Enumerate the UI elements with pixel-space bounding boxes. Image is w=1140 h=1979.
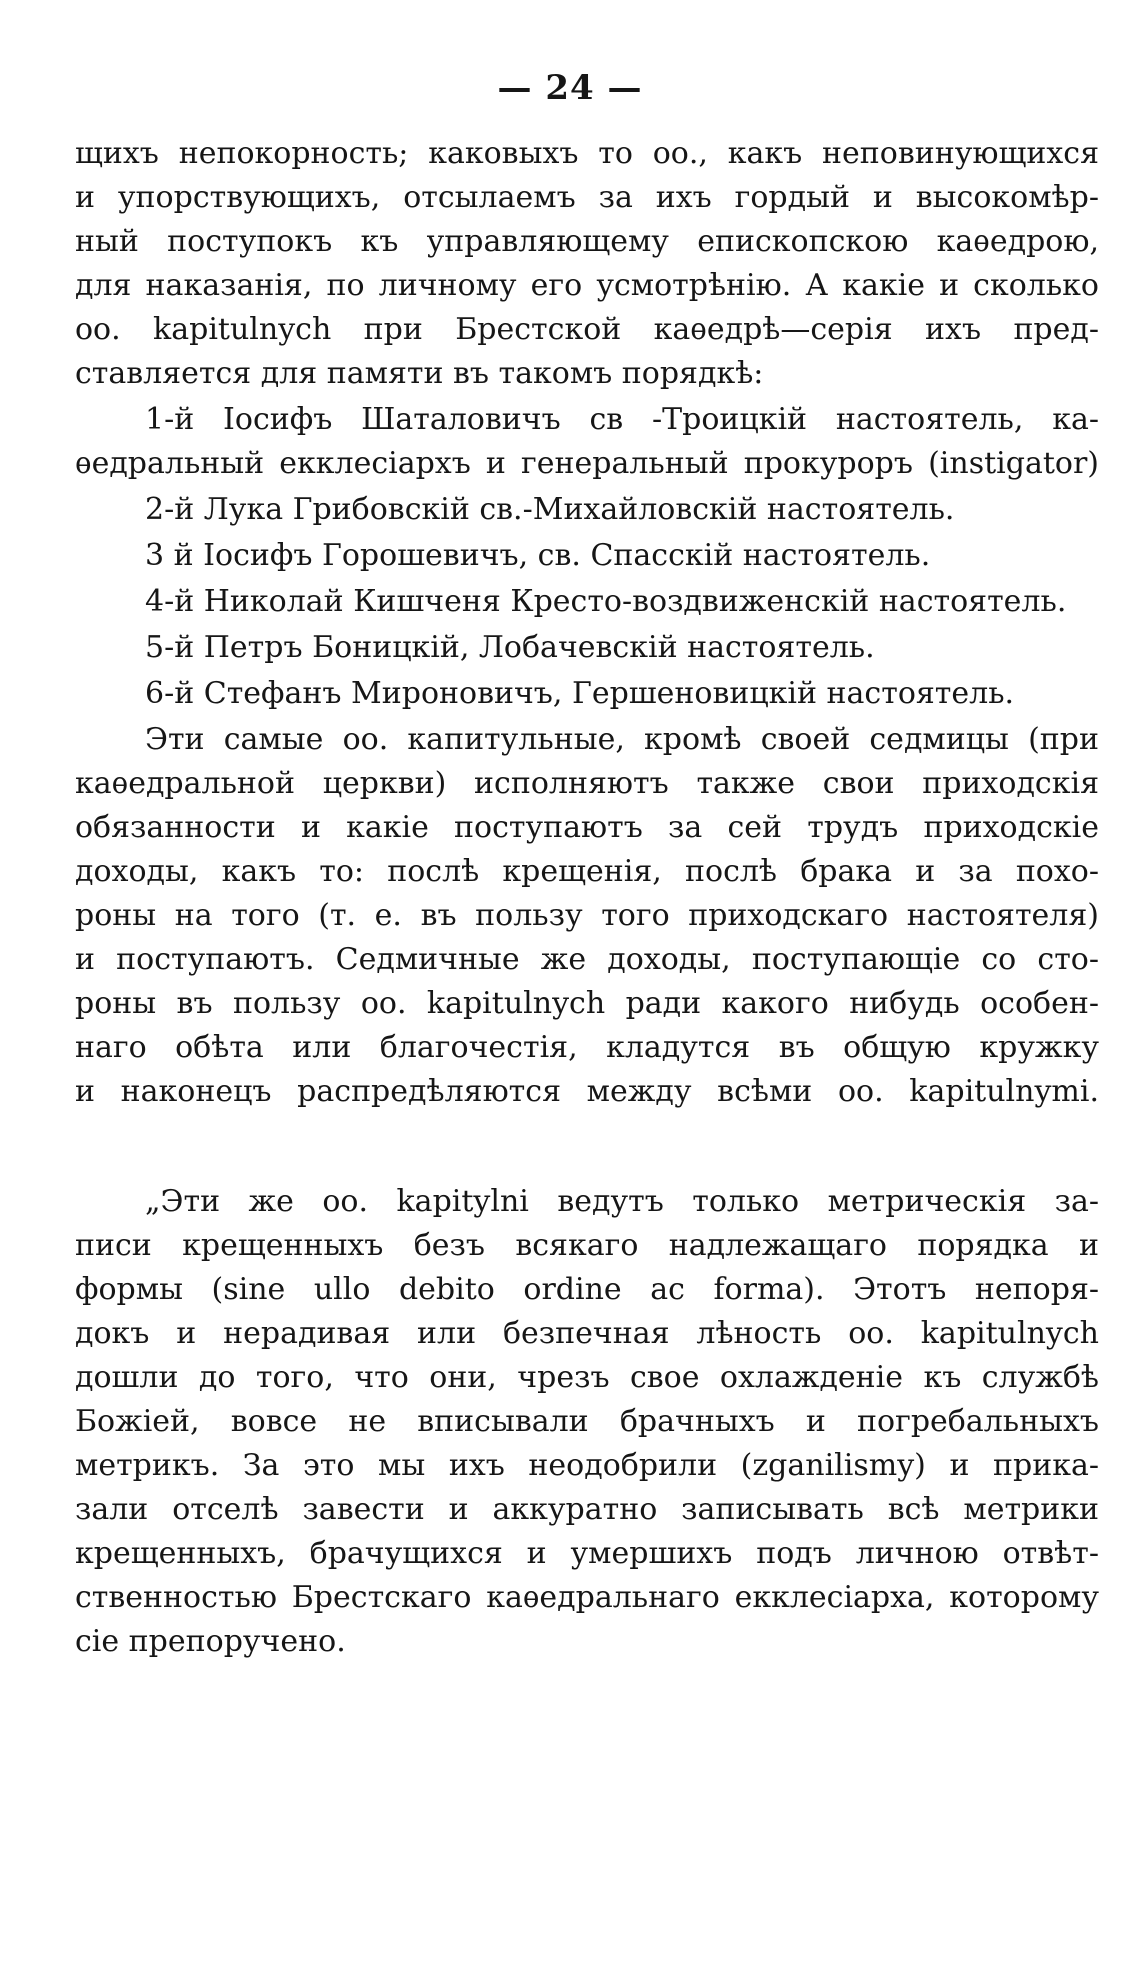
list-item: 3 й Іосифъ Горошевичъ, св. Спасскій настоятель. [145, 538, 931, 573]
text-line: доходы, какъ то: послѣ крещенія, послѣ брака и за похо- [75, 854, 1099, 889]
text-line: обязанности и какіе поступаютъ за сей трудъ приходскіе [75, 810, 1099, 845]
text-line: и поступаютъ. Седмичные же доходы, поступающіе со сто- [75, 942, 1099, 977]
list-item-continuation: ѳедральный екклесіархъ и генеральный прокуроръ (instigator) [75, 446, 1099, 481]
list-item: 5-й Петръ Боницкій, Лобачевскій настоятель. [145, 630, 875, 665]
text-line: щихъ непокорность; каковыхъ то оо., какъ неповинующихся [75, 136, 1099, 171]
list-item: 2-й Лука Грибовскій св.-Михайловскій настоятель. [145, 492, 955, 527]
text-line: формы (sine ullo debito ordine ac forma). Этотъ непоря- [75, 1272, 1099, 1307]
text-line: ный поступокъ къ управляющему епископскою каѳедрою, [75, 224, 1099, 259]
text-line: и упорствующихъ, отсылаемъ за ихъ гордый и высокомѣр- [75, 180, 1099, 215]
list-item: 4-й Николай Кишченя Кресто-воздвиженскій настоятель. [145, 584, 1067, 619]
text-line: докъ и нерадивая или безпечная лѣность оо. kapitulnych [75, 1316, 1099, 1351]
text-line: писи крещенныхъ безъ всякаго надлежащаго порядка и [75, 1228, 1099, 1263]
text-line: сіе препоручено. [75, 1624, 346, 1659]
text-line: для наказанія, по личному его усмотрѣнію. А какіе и сколько [75, 268, 1099, 303]
text-line: крещенныхъ, брачущихся и умершихъ подъ личною отвѣт- [75, 1536, 1099, 1571]
text-line: роны на того (т. е. въ пользу того приходскаго настоятеля) [75, 898, 1099, 933]
list-item: 1-й Іосифъ Шаталовичъ св -Троицкій настоятель, ка- [145, 402, 1099, 437]
page-number: — 24 — [497, 68, 643, 108]
text-line: наго обѣта или благочестія, кладутся въ общую кружку [75, 1030, 1099, 1065]
text-line: каѳедральной церкви) исполняютъ также свои приходскія [75, 766, 1099, 801]
text-line: и наконецъ распредѣляются между всѣми оо. kapitulnymi. [75, 1074, 1099, 1109]
list-item: 6-й Стефанъ Мироновичъ, Гершеновицкій настоятель. [145, 676, 1015, 711]
text-line: „Эти же оо. kapitylni ведутъ только метрическія за- [145, 1184, 1099, 1219]
text-line: роны въ пользу оо. kapitulnych ради какого нибудь особен- [75, 986, 1099, 1021]
text-line: дошли до того, что они, чрезъ свое охлажденіе къ службѣ [75, 1360, 1099, 1395]
text-line: Эти самые оо. капитульные, кромѣ своей седмицы (при [145, 722, 1099, 757]
text-line: зали отселѣ завести и аккуратно записывать всѣ метрики [75, 1492, 1099, 1527]
text-line: метрикъ. За это мы ихъ неодобрили (zganilismy) и прика- [75, 1448, 1099, 1483]
text-line: ственностью Брестскаго каѳедральнаго екклесіарха, которому [75, 1580, 1099, 1615]
text-line: ставляется для памяти въ такомъ порядкѣ: [75, 356, 764, 391]
text-line: оо. kapitulnych при Брестской каѳедрѣ—серія ихъ пред- [75, 312, 1099, 347]
text-line: Божіей, вовсе не вписывали брачныхъ и погребальныхъ [75, 1404, 1099, 1439]
